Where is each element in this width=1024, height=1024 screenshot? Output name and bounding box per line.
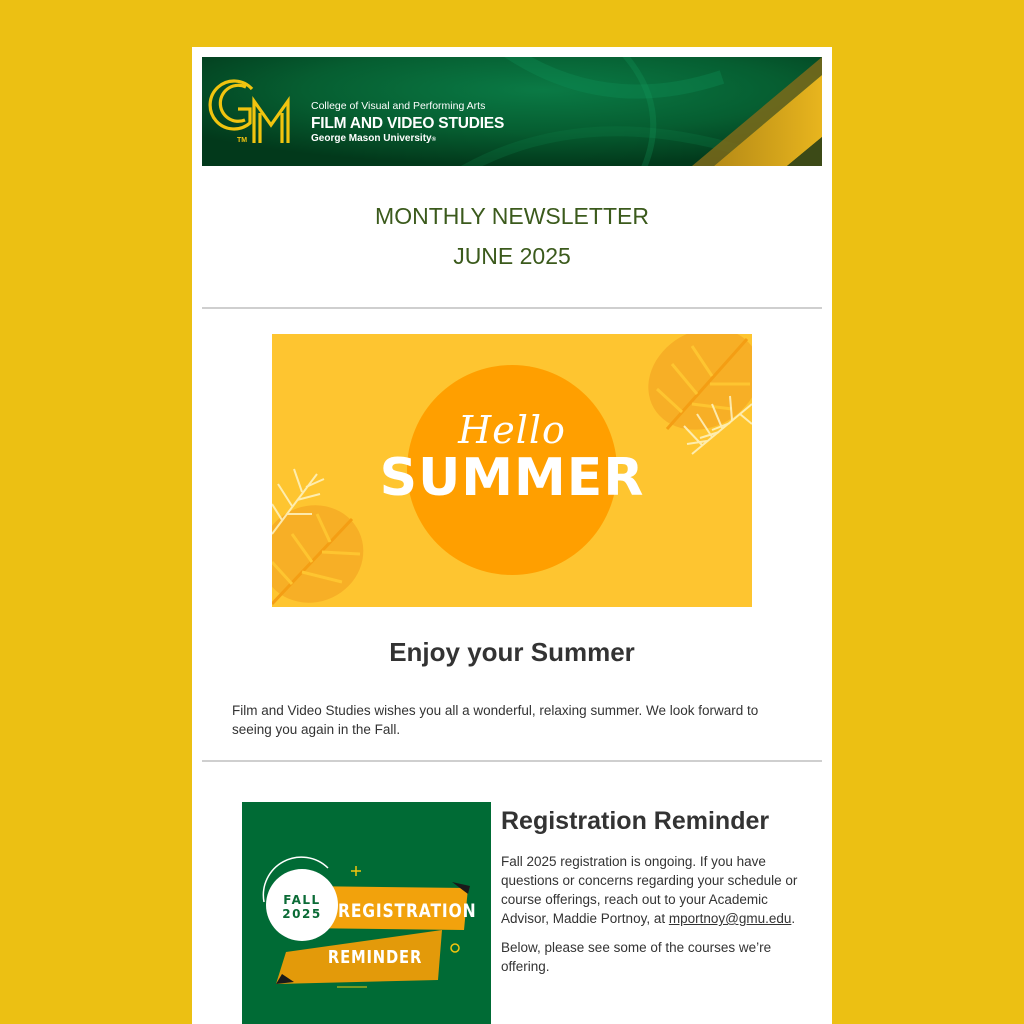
divider xyxy=(202,307,822,309)
newsletter-date: JUNE 2025 xyxy=(453,243,571,269)
hello-summer-image xyxy=(272,334,752,607)
newsletter-card xyxy=(192,47,832,1024)
hello-text: Hello xyxy=(458,408,566,452)
university-name xyxy=(311,134,504,144)
header-banner xyxy=(202,57,822,166)
trademark-mark: TM xyxy=(237,137,248,144)
advisor-email-link[interactable]: mportnoy@gmu.edu xyxy=(668,911,792,926)
registered-mark: ® xyxy=(431,137,437,143)
reminder-label: REMINDER xyxy=(327,947,423,968)
fall-2025-label xyxy=(270,893,334,921)
banner-text xyxy=(311,101,504,144)
banner-background xyxy=(202,57,822,166)
registration-body xyxy=(501,852,801,928)
year-label: 2025 xyxy=(282,907,322,921)
fall-label: FALL xyxy=(283,893,321,907)
registration-label: REGISTRATION xyxy=(338,900,477,922)
registration-heading: Registration Reminder xyxy=(501,807,770,835)
courses-intro: Below, please see some of the courses we’re offering. xyxy=(501,940,772,974)
newsletter-title: MONTHLY NEWSLETTER xyxy=(375,203,649,229)
program-name: FILM AND VIDEO STUDIES xyxy=(311,114,505,132)
divider xyxy=(202,760,822,762)
enjoy-body: Film and Video Studies wishes you all a wonderful, relaxing summer. We look forward to seeing you again in the Fall. xyxy=(232,703,759,737)
college-name: College of Visual and Performing Arts xyxy=(311,100,486,112)
registration-body-text: Fall 2025 registration is ongoing. If you have questions or concerns regarding your schedule or course offerings, reach out to your Academic Advisor, Maddie Portnoy, at xyxy=(501,854,798,926)
registration-reminder-image xyxy=(242,802,491,1024)
enjoy-heading: Enjoy your Summer xyxy=(389,637,635,667)
summer-text: SUMMER xyxy=(379,448,645,508)
university-label: George Mason University xyxy=(311,133,432,144)
registration-body-end: . xyxy=(791,911,796,926)
